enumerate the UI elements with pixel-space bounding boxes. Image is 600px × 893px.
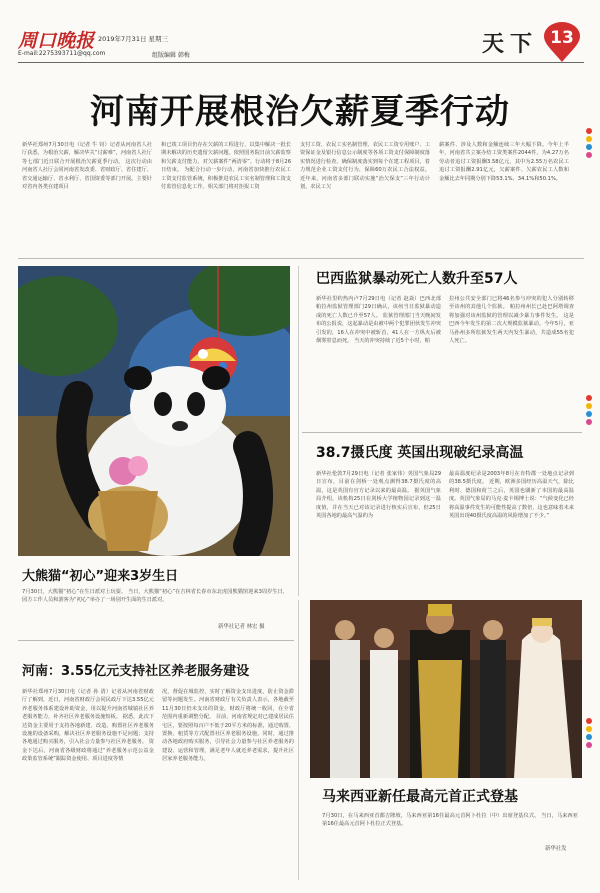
dot-red <box>586 128 592 134</box>
masthead-logo: 周口晚报 <box>18 30 95 52</box>
panda-headline: 大熊猫“初心”迎来3岁生日 <box>22 569 179 584</box>
masthead-date: 2019年7月31日 星期三 <box>98 35 169 43</box>
page-number-badge-icon <box>544 22 580 62</box>
dots-marker-icon <box>585 128 593 160</box>
malaysia-caption: 7月30日，在马来西亚首都吉隆坡，马来西亚第16任最高元首阿卜杜拉（中）出席登基仪式。 当日，马来西亚第16任最高元首阿卜杜拉正式登基。 <box>322 813 578 828</box>
dots-marker-icon <box>585 718 593 750</box>
brazil-column-2: 拉州公共安全部门已将46名参与冲突的犯人分别转移至该州的其他几个监狱。 帕拉州州长已赴巴阿塔调查将加强对该州监狱的管理以减少暴力事件发生。 这是巴西今年发生的第二次大规模监狱暴动。今年5月，亚马孙州多所监狱发生两天内发生暴动，共造成55名犯人死亡。 <box>449 296 574 345</box>
masthead-editor: 组版编辑 韩梅 <box>152 52 190 59</box>
malaysia-headline: 马来西亚新任最高元首正式登基 <box>322 789 518 805</box>
dot-blue <box>586 144 592 150</box>
lead-column-3: 支付工资、农民工实名制管理、农民工工资专用账户、工资保证金及银行信息公示制度等各项工资支付保障制度落实情况进行检查，确保制度落实到每个在建工程项目，着力规范企业工资支付行为，保障60万农民工合法权益。 近年来，河南省多部门联动实施“治欠保支”三年行动计划，农民工欠 <box>300 142 430 191</box>
uk-headline: 38.7摄氏度 英国出现破纪录高温 <box>316 445 524 461</box>
nursing-column-2: 况，督促在城监控，实时了解资金支出进度，防止资金滞留等问题发生。河南省财政厅有关负责人表示，各地截至11月30日仍未支出的资金，财政厅将统一收回，在全省范围内重新调整分配。 目前，河南省规定对已建成居民住宅区，要按照每百户不低于20平方米的标准，通过购置、置换、租赁等方式配置社区养老服务设施。同时，通过推动各地政府购买服务，引导社会力量参与社区养老服务的建设、运营和管理，满足老年人就近养老需求，提升社区居家养老服务能力。 <box>162 689 294 763</box>
dot-blue <box>586 411 592 417</box>
brazil-headline: 巴西监狱暴动死亡人数升至57人 <box>316 271 518 287</box>
dot-blue <box>586 734 592 740</box>
brazil-column-1: 新华社里约热内卢7月29日电（记者 赵焱）巴西北部帕拉州监狱管理部门29日确认，该州当日监狱暴动造成的死亡人数已升至57人。 监狱管理部门当天晚间发布的公报说，这起暴动是由被中两个犯罪团伙发生冲突引发的，16人在冲突中被斩首，41人在一方纵火后被烟雾窒息而死。 当天的冲突持续了近5个小时，帕 <box>316 296 441 345</box>
lead-headline: 河南开展根治欠薪夏季行动 <box>90 92 510 132</box>
dot-yellow <box>586 136 592 142</box>
malaysia-photo <box>310 600 582 778</box>
uk-column-2: 最高温度纪录是2003年8月在肯特郡一处地点记录到的38.5摄氏度。 近期，欧洲多国经历高温天气，除比利时、德国和荷兰之后，英国也刷新了本国的最高温度。英国气象局的马克·麦卡锡博士说：“气候变化已经将高温事件发生的可能性提高了数倍，这也意味着未来英国出现40摄氏度高温的风险增加了不少。” <box>449 471 574 520</box>
dots-marker-icon <box>585 395 593 427</box>
dot-pink <box>586 742 592 748</box>
uk-column-1: 新华社伦敦7月29日电（记者 张家伟）英国气象局29日宣布，目前在剑桥一处观点测得38.7摄氏度的高温，这是英国有官方记录以来的最高温。 据英国气象局介绍，该机构25日在剑桥大学植物园记录到这一温度值，并在当天已对该记录进行核实后宣布，但25日英国各地的最高气温约为 <box>316 471 441 520</box>
page-number: 13 <box>550 28 574 48</box>
malaysia-credit: 新华社发 <box>545 846 567 852</box>
lead-column-2: 和已竣工项目仍存在欠薪的工程进行，以集中解决一批长期未解决的历史遗留欠薪问题。依照国务院日前欠薪监察和欠薪支付能力，对欠薪案件“两清零”。行动将于8月26日结束。 为配合行动一步行动，河南省加快推行农民工工资支付监管系统，积极推进农民工实名制管理和工资支付监管信息化工作。相关部门将对拒报工资 <box>161 142 291 191</box>
masthead-email: E-mail:2275393711@qq.com <box>18 50 106 57</box>
nursing-headline: 河南：3.55亿元支持社区养老服务建设 <box>22 664 250 679</box>
section-title: 天下 <box>482 31 539 57</box>
dot-yellow <box>586 726 592 732</box>
dot-red <box>586 395 592 401</box>
panda-photo <box>18 266 290 556</box>
nursing-column-1: 新华社郑州7月30日电（记者 孙 清）记者从河南省财政厅了解到，近日，河南省财政厅会同民政厅下达3.55亿元养老服务体系建设补助资金，用以提升河南省城镇社区养老服务能力，补齐社区养老服务设施短板。 据悉，此次下达资金主要用于支持各地新建、改造、购置社区养老服务设施的设备采购，解决社区养老服务设施不足问题；支持各地通过购买服务，引入社会力量参与社区养老服务。 资金下达后，河南省各级财政将通过“养老服务示范公益金政策监管系统”跟踪资金使用、项目进度等情 <box>22 689 154 763</box>
dot-red <box>586 718 592 724</box>
panda-credit: 新华社记者 林宏 摄 <box>218 624 265 630</box>
dot-yellow <box>586 403 592 409</box>
lead-column-1: 新华社郑州7月30日电（记者 牛 钊）记者从河南省人社厅获悉，为根治欠薪，解决华关“讨薪难”，河南省人社厅等七部门近日联合开展根治欠薪夏季行动。 这次行动由河南省人社厅会同河南省发改委、省财政厅、省住建厅、省交通运输厅、省水利厅、省国资委等部门开展。主要针对省内各类在建项目 <box>22 142 152 191</box>
panda-caption: 7月30日，大熊猫“初心”在生日派对上玩耍。 当日，大熊猫“初心”在吉林省长春市东北虎园熊猫馆迎来3周岁生日，园方工作人员和游客为“初心”举办了一场别开生面的生日派对。 <box>22 589 288 604</box>
lead-column-4: 薪案件、涉及人数和金额连续三年大幅下降。今年上半年，河南省共立案办结工资类案件2044件，为4.27万名劳动者追讨工资报酬3.58亿元，其中为2.55万名农民工追讨工资报酬2.91亿元，欠薪案件、欠薪农民工人数和金额比去年同期分别下降53.1%、34.1%和50.1%。 <box>439 142 569 182</box>
dot-pink <box>586 419 592 425</box>
dot-pink <box>586 152 592 158</box>
